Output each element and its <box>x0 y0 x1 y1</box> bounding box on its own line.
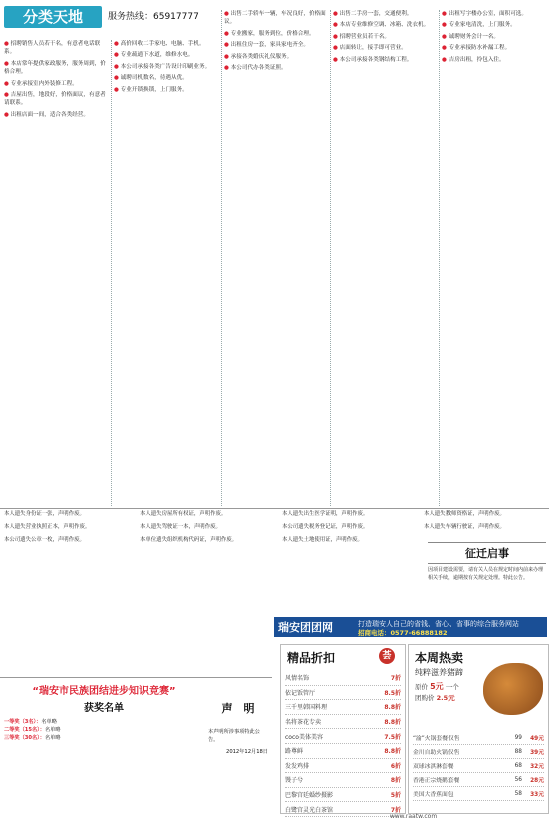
bullet-icon: ● <box>442 22 449 29</box>
bullet-icon: ● <box>4 80 11 87</box>
classified-ad: ● 本店常年提供家政服务，服务周到，价格合理。 <box>4 60 106 76</box>
list-item: “渝”火锅套餐仅售 99 49元 <box>413 731 544 745</box>
statement-title: 声 明 <box>221 702 255 715</box>
bullet-icon: ● <box>442 45 449 52</box>
notice-column-2 <box>140 510 276 675</box>
discount-title: 精品折扣 <box>287 651 336 665</box>
bullet-icon: ● <box>114 63 121 70</box>
list-item: 依记饭管厅 8.5折 <box>285 686 401 701</box>
bullet-icon: ● <box>224 11 231 17</box>
classified-ad: ● 本公司承接各类钢结构工程。 <box>333 56 413 63</box>
list-item: 发发鸡排 6折 <box>285 759 401 774</box>
statement-body: 本声明所涉事项特此公告。 <box>208 729 260 743</box>
bullet-icon: ● <box>442 11 449 17</box>
list-item: 路尊鲜 8.8折 <box>285 744 401 759</box>
statement <box>208 700 268 820</box>
hot-product-name: 纯粹滋养猪蹄 <box>415 668 463 677</box>
classified-ad: ● 承接各类婚庆礼仪服务。 <box>224 53 293 60</box>
award-list <box>4 682 204 820</box>
notice-item: 本人遗失身份证一张，声明作废。 <box>4 511 85 517</box>
classified-ad: ● 出租写字楼办公室，面积可选。 <box>442 11 527 17</box>
classified-ad: ● 诚聘财务会计一名。 <box>442 33 500 40</box>
relocation-notice-body: 因项目建设需要，请有关人员在规定时间内前来办理相关手续，逾期按有关规定处理。特此公告。 <box>428 567 544 581</box>
column-divider <box>439 10 440 506</box>
notice-item: 本人遗失车辆行驶证，声明作废。 <box>424 524 505 530</box>
relocation-notice-title: 征迁启事 <box>428 542 546 564</box>
bullet-icon: ● <box>224 42 231 49</box>
notice-item: 本公司遗失税务登记证，声明作废。 <box>282 524 369 530</box>
notice-item: 本人遗失土地使用证，声明作废。 <box>282 537 363 543</box>
classified-ad: ● 专业搬家，服务到位，价格合理。 <box>224 30 315 37</box>
list-item: 名将茶花专卖 8.8折 <box>285 715 401 730</box>
list-item: 馒子兮 8折 <box>285 773 401 788</box>
notice-column-1 <box>4 510 134 675</box>
classified-ad: ● 出租住房一套，家具家电齐全。 <box>224 42 309 49</box>
hot-sale-list <box>413 731 544 801</box>
list-item: 美国大香蕉面包 58 33元 <box>413 787 544 801</box>
list-item: 风情名饰 7折 <box>285 671 401 686</box>
bullet-icon: ● <box>114 75 121 82</box>
classified-ad: ● 诚聘司机数名，待遇从优。 <box>114 75 188 82</box>
classified-ad: ● 出租店面一间，适合各类经营。 <box>4 111 89 118</box>
classified-column-1 <box>4 40 110 506</box>
bullet-icon: ● <box>224 65 231 72</box>
award-title: “瑞安市民族团结进步知识竞赛” <box>32 686 176 697</box>
groupbuy-banner[interactable] <box>274 617 547 637</box>
classified-ad: ● 本公司代办各类证照。 <box>224 65 287 72</box>
classified-ad: ● 专业家电清洗，上门服务。 <box>442 22 516 29</box>
bullet-icon: ● <box>333 33 340 40</box>
bullet-icon: ● <box>4 60 11 67</box>
notice-item: 本公司遗失公章一枚，声明作废。 <box>4 537 85 543</box>
classified-ad: ● 吉房出租，拎包入住。 <box>442 56 505 63</box>
bullet-icon: ● <box>114 52 121 59</box>
column-divider <box>221 10 222 506</box>
award-subtitle: 获奖名单 <box>84 703 124 714</box>
hotline: 服务热线：65917777 <box>108 12 199 22</box>
award-entry: 一等奖（3名）：名单略 <box>4 719 57 725</box>
column-divider <box>111 40 112 506</box>
bullet-icon: ● <box>333 22 340 29</box>
discount-list <box>285 671 401 817</box>
award-entry: 二等奖（15名）：名单略 <box>4 727 61 734</box>
site-logo: 瑞安团团网 <box>278 621 333 634</box>
classified-ad: ● 出售二手房一套，交通便利。 <box>333 11 413 17</box>
bullet-icon: ● <box>114 86 121 93</box>
notice-item: 本人遗失房屋所有权证，声明作废。 <box>140 511 227 517</box>
bullet-icon: ● <box>4 41 11 47</box>
classified-ad: ● 招聘营业员若干名。 <box>333 33 391 40</box>
discount-box <box>280 644 406 814</box>
bullet-icon: ● <box>442 33 449 40</box>
list-item: 三千里韩国料理 8.8折 <box>285 700 401 715</box>
hot-original-price: 原价 5元 一个 <box>415 682 459 691</box>
classified-ad: ● 专业承接室内外装修工程。 <box>4 80 78 87</box>
list-item: 巴黎宫廷婚纱摄影 5折 <box>285 788 401 803</box>
classified-ad: ● 专业承接防水补漏工程。 <box>442 45 511 52</box>
notice-item: 本人遗失教师资格证，声明作废。 <box>424 511 505 517</box>
classified-column-2 <box>114 40 220 506</box>
bullet-icon: ● <box>4 92 11 99</box>
classified-ad: ● 招聘销售人员若干名，有意者电话联系。 <box>4 41 101 56</box>
classified-ad: ● 专业开锁换锁，上门服务。 <box>114 86 188 93</box>
section-divider <box>0 508 549 509</box>
bullet-icon: ● <box>224 30 231 37</box>
award-entries <box>4 718 204 810</box>
statement-date: 2012年12月18日 <box>226 749 268 755</box>
classified-ad: ● 本公司承接各类广告设计印刷业务。 <box>114 63 211 70</box>
section-divider <box>0 677 272 678</box>
list-item: 双球冰淇淋套餐 68 32元 <box>413 759 544 773</box>
notice-item: 本人遗失营业执照正本，声明作废。 <box>4 524 91 530</box>
pig-trotter-image <box>483 663 543 715</box>
list-item: 白鹭宫灵光白茶馆 7折 <box>285 802 401 817</box>
hot-sale-title: 本周热卖 <box>415 651 464 665</box>
section-badge: 分类天地 <box>4 6 102 28</box>
discount-seal-icon: 荟 <box>379 648 395 664</box>
bullet-icon: ● <box>333 56 340 63</box>
classified-ad: ● 高价回收二手家电、电脑、手机。 <box>114 41 205 47</box>
list-item: 金川自助火锅仅售 88 39元 <box>413 745 544 759</box>
classified-ad: ● 专业疏通下水道，维修水电。 <box>114 52 194 59</box>
list-item: 香港正宗烧鹅套餐 56 28元 <box>413 773 544 787</box>
notice-item: 本人遗失出生医学证明，声明作废。 <box>282 511 369 517</box>
classified-ad: ● 吉屋出售，地段好，价格面议，有意者请联系。 <box>4 92 106 107</box>
site-url[interactable]: www.raatw.com <box>389 813 438 820</box>
bullet-icon: ● <box>333 11 340 17</box>
classified-ad: ● 店面转让，接手即可营业。 <box>333 45 407 52</box>
classified-column-3 <box>224 10 330 506</box>
banner-slogan: 打造瑞安人自己的省钱、省心、省事的综合服务网站 <box>358 620 519 628</box>
classified-ad: ● 出售二手轿车一辆，车况良好，价格面议。 <box>224 11 326 26</box>
bullet-icon: ● <box>4 111 11 118</box>
classified-column-4 <box>333 10 439 506</box>
notice-item: 本单位遗失组织机构代码证，声明作废。 <box>140 537 238 543</box>
notice-item: 本人遗失驾驶证一本，声明作废。 <box>140 524 221 530</box>
bullet-icon: ● <box>333 45 340 52</box>
banner-phone: 招商电话：0577-66888182 <box>358 629 448 637</box>
classified-ad: ● 本店专业维修空调、冰箱、洗衣机。 <box>333 22 430 29</box>
bullet-icon: ● <box>442 56 449 63</box>
hot-sale-box <box>408 644 549 814</box>
award-entry: 三等奖（30名）：名单略 <box>4 735 61 742</box>
list-item: coco美体美容 7.5折 <box>285 729 401 744</box>
bullet-icon: ● <box>114 41 121 47</box>
column-divider <box>330 10 331 506</box>
classified-column-5 <box>442 10 546 506</box>
hot-group-price: 团购价 2.5元 <box>415 694 455 702</box>
bullet-icon: ● <box>224 53 231 60</box>
